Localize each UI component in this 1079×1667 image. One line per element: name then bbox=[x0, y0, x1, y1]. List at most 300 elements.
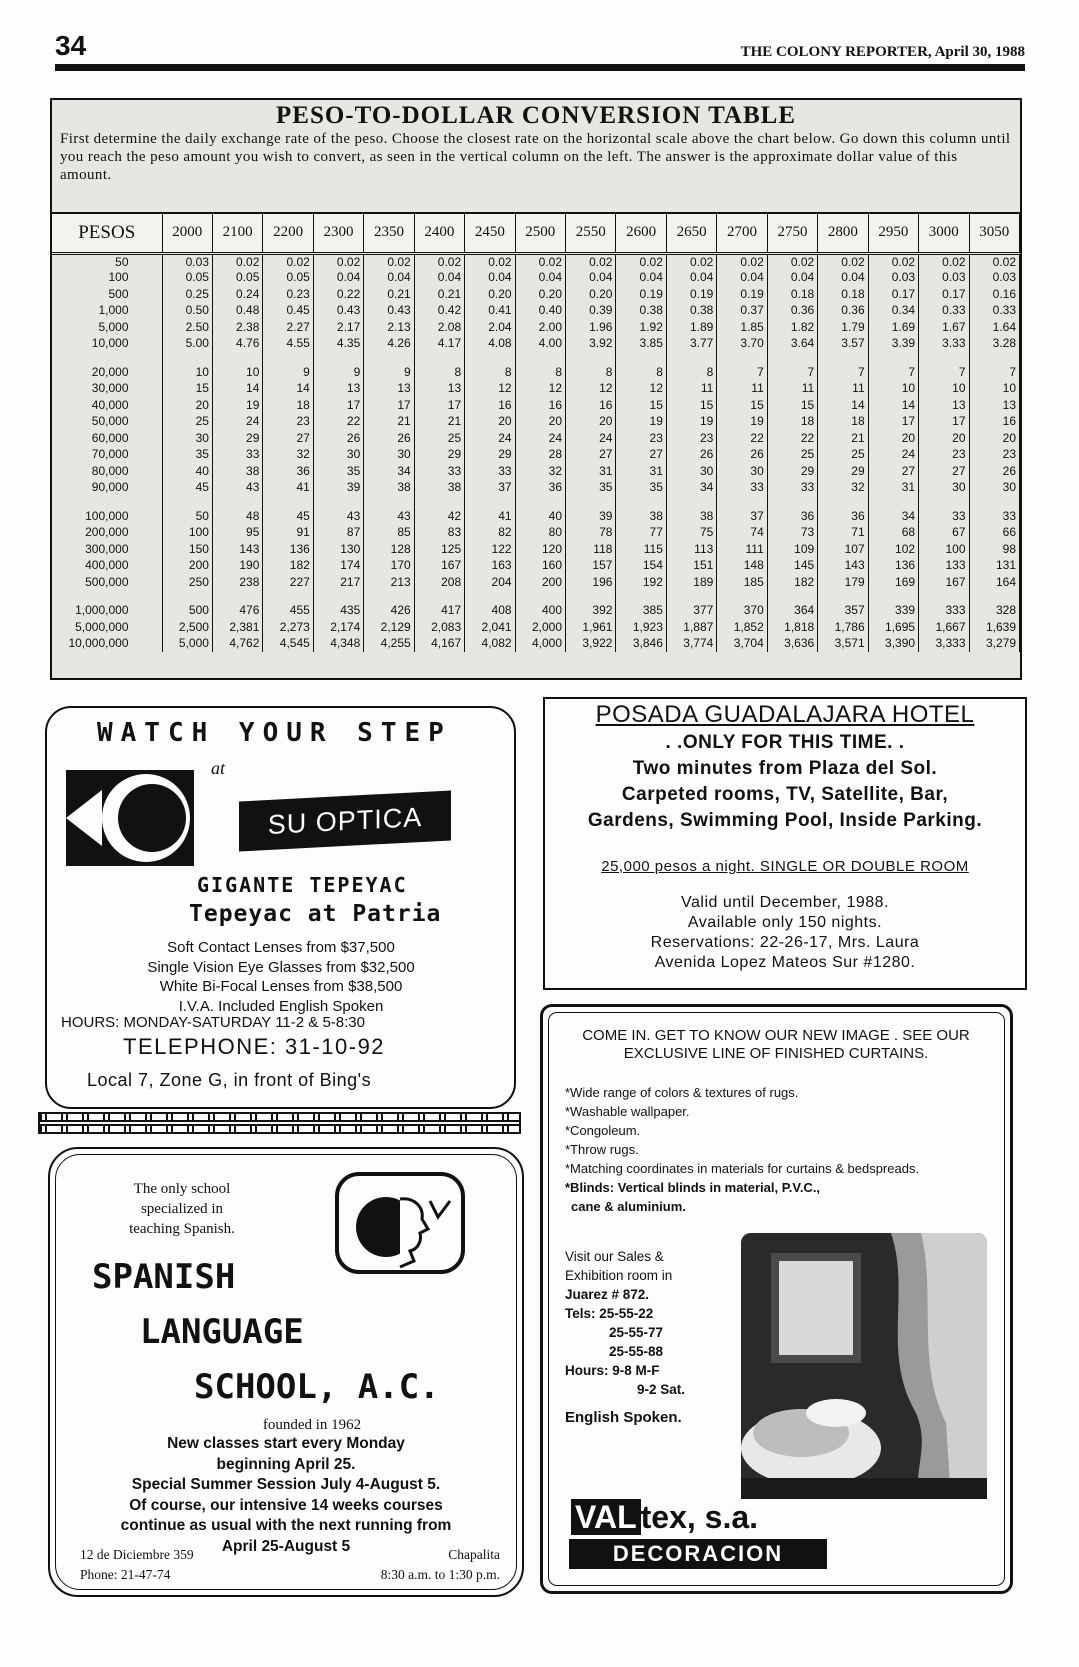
dollar-value: 68 bbox=[868, 525, 918, 542]
dollar-value: 39 bbox=[566, 508, 616, 525]
dollar-value: 31 bbox=[566, 463, 616, 480]
pesos-amount: 100,000 bbox=[52, 508, 162, 525]
dollar-value: 0.36 bbox=[767, 303, 817, 320]
dollar-value: 34 bbox=[364, 463, 414, 480]
dollar-value: 11 bbox=[818, 381, 868, 398]
dollar-value: 21 bbox=[364, 414, 414, 431]
dollar-value: 328 bbox=[969, 603, 1020, 620]
dollar-value: 0.45 bbox=[263, 303, 313, 320]
dollar-value: 11 bbox=[666, 381, 716, 398]
dollar-value: 2.00 bbox=[515, 319, 565, 336]
dollar-value: 0.04 bbox=[767, 270, 817, 287]
dollar-value: 185 bbox=[717, 574, 767, 591]
table-row bbox=[52, 447, 1020, 464]
hotel-copy-line: Two minutes from Plaza del Sol. bbox=[632, 758, 938, 779]
dollar-value: 11 bbox=[717, 381, 767, 398]
dollar-value: 0.04 bbox=[616, 270, 666, 287]
dollar-value: 17 bbox=[919, 414, 969, 431]
dollar-value: 11 bbox=[767, 381, 817, 398]
conversion-table-box bbox=[50, 98, 1022, 680]
dollar-value: 4.35 bbox=[313, 336, 363, 353]
dollar-value: 15 bbox=[767, 397, 817, 414]
dollar-value: 107 bbox=[818, 541, 868, 558]
dollar-value: 0.18 bbox=[818, 286, 868, 303]
dollar-value: 2.27 bbox=[263, 319, 313, 336]
dollar-value: 23 bbox=[616, 430, 666, 447]
dollar-value: 0.19 bbox=[666, 286, 716, 303]
table-row bbox=[52, 541, 1020, 558]
pesos-amount: 10,000 bbox=[52, 336, 162, 353]
conversion-title: PESO-TO-DOLLAR CONVERSION TABLE bbox=[276, 102, 796, 129]
table-row bbox=[52, 574, 1020, 591]
school-founded: founded in 1962 bbox=[262, 1417, 362, 1433]
dollar-value: 2,000 bbox=[515, 619, 565, 636]
rate-header: 2500 bbox=[515, 213, 565, 253]
school-copy-line: Of course, our intensive 14 weeks courses bbox=[129, 1496, 443, 1514]
visit-line: Exhibition room in bbox=[565, 1268, 673, 1283]
dollar-value: 3.70 bbox=[717, 336, 767, 353]
dollar-value: 0.25 bbox=[162, 286, 212, 303]
dollar-value: 0.17 bbox=[919, 286, 969, 303]
dollar-value: 40 bbox=[162, 463, 212, 480]
dollar-value: 170 bbox=[364, 558, 414, 575]
school-city-line: Chapalita bbox=[448, 1547, 500, 1562]
dollar-value: 14 bbox=[263, 381, 313, 398]
dollar-value: 9 bbox=[263, 364, 313, 381]
dollar-value: 0.43 bbox=[364, 303, 414, 320]
table-row bbox=[52, 336, 1020, 353]
optica-eye-logo bbox=[66, 770, 194, 866]
school-face-logo bbox=[334, 1171, 466, 1275]
dollar-value: 0.02 bbox=[364, 253, 414, 270]
dollar-value: 37 bbox=[465, 480, 515, 497]
pesos-amount: 50 bbox=[52, 253, 162, 270]
dollar-value: 169 bbox=[868, 574, 918, 591]
school-hours: 8:30 a.m. to 1:30 p.m. bbox=[380, 1567, 500, 1582]
hotel-footer-line: Reservations: 22-26-17, Mrs. Laura bbox=[650, 934, 920, 951]
dollar-value: 95 bbox=[212, 525, 262, 542]
dollar-value: 7 bbox=[969, 364, 1020, 381]
su-optica-logo: SU OPTICA bbox=[239, 790, 451, 851]
dollar-value: 38 bbox=[414, 480, 464, 497]
dollar-value: 34 bbox=[868, 508, 918, 525]
dollar-value: 8 bbox=[465, 364, 515, 381]
pesos-amount: 100 bbox=[52, 270, 162, 287]
dollar-value: 1,667 bbox=[919, 619, 969, 636]
dollar-value: 151 bbox=[666, 558, 716, 575]
dollar-value: 38 bbox=[616, 508, 666, 525]
dollar-value: 163 bbox=[465, 558, 515, 575]
dollar-value: 120 bbox=[515, 541, 565, 558]
table-row bbox=[52, 603, 1020, 620]
visit-address: Juarez # 872. bbox=[565, 1287, 650, 1302]
rate-header: 3050 bbox=[969, 213, 1020, 253]
dollar-value: 43 bbox=[212, 480, 262, 497]
dollar-value: 0.05 bbox=[162, 270, 212, 287]
school-city bbox=[381, 1545, 500, 1585]
optica-headline: WATCH YOUR STEP bbox=[97, 718, 452, 748]
optica-offer-line: Single Vision Eye Glasses from $32,500 bbox=[147, 958, 415, 976]
hotel-footer bbox=[545, 893, 1025, 973]
dollar-value: 31 bbox=[616, 463, 666, 480]
dollar-value: 333 bbox=[919, 603, 969, 620]
dollar-value: 23 bbox=[666, 430, 716, 447]
dollar-value: 20 bbox=[515, 414, 565, 431]
dollar-value: 160 bbox=[515, 558, 565, 575]
pesos-amount: 10,000,000 bbox=[52, 636, 162, 653]
dollar-value: 3,704 bbox=[717, 636, 767, 653]
dollar-value: 417 bbox=[414, 603, 464, 620]
dollar-value: 0.02 bbox=[313, 253, 363, 270]
table-row bbox=[52, 319, 1020, 336]
dollar-value: 357 bbox=[818, 603, 868, 620]
dollar-value: 2,500 bbox=[162, 619, 212, 636]
dollar-value: 1,852 bbox=[717, 619, 767, 636]
dollar-value: 26 bbox=[313, 430, 363, 447]
dollar-value: 3.64 bbox=[767, 336, 817, 353]
dollar-value: 82 bbox=[465, 525, 515, 542]
dollar-value: 0.40 bbox=[515, 303, 565, 320]
page-number: 34 bbox=[55, 30, 87, 61]
dollar-value: 30 bbox=[919, 480, 969, 497]
dollar-value: 36 bbox=[818, 508, 868, 525]
dollar-value: 0.04 bbox=[313, 270, 363, 287]
dollar-value: 24 bbox=[212, 414, 262, 431]
dollar-value: 0.33 bbox=[919, 303, 969, 320]
dollar-value: 113 bbox=[666, 541, 716, 558]
rate-header: 2000 bbox=[162, 213, 212, 253]
dollar-value: 385 bbox=[616, 603, 666, 620]
dollar-value: 15 bbox=[616, 397, 666, 414]
dollar-value: 9 bbox=[364, 364, 414, 381]
dollar-value: 0.03 bbox=[162, 253, 212, 270]
dollar-value: 2,174 bbox=[313, 619, 363, 636]
dollar-value: 8 bbox=[566, 364, 616, 381]
dollar-value: 50 bbox=[162, 508, 212, 525]
dollar-value: 0.04 bbox=[364, 270, 414, 287]
optica-telephone: TELEPHONE: 31-10-92 bbox=[123, 1034, 386, 1059]
dollar-value: 19 bbox=[717, 414, 767, 431]
pesos-amount: 5,000 bbox=[52, 319, 162, 336]
dollar-value: 3,774 bbox=[666, 636, 716, 653]
dollar-value: 0.17 bbox=[868, 286, 918, 303]
dollar-value: 3.33 bbox=[919, 336, 969, 353]
dollar-value: 66 bbox=[969, 525, 1020, 542]
group-gap bbox=[52, 591, 1020, 603]
dollar-value: 0.33 bbox=[969, 303, 1020, 320]
dollar-value: 27 bbox=[566, 447, 616, 464]
dollar-value: 0.04 bbox=[666, 270, 716, 287]
dollar-value: 0.34 bbox=[868, 303, 918, 320]
dollar-value: 15 bbox=[162, 381, 212, 398]
dollar-value: 18 bbox=[767, 414, 817, 431]
dollar-value: 0.20 bbox=[515, 286, 565, 303]
dollar-value: 1.67 bbox=[919, 319, 969, 336]
dollar-value: 14 bbox=[818, 397, 868, 414]
dollar-value: 0.20 bbox=[566, 286, 616, 303]
dollar-value: 133 bbox=[919, 558, 969, 575]
dollar-value: 0.02 bbox=[919, 253, 969, 270]
dollar-value: 5.00 bbox=[162, 336, 212, 353]
dollar-value: 118 bbox=[566, 541, 616, 558]
dollar-value: 364 bbox=[767, 603, 817, 620]
optica-at: at bbox=[211, 758, 226, 778]
dollar-value: 111 bbox=[717, 541, 767, 558]
dollar-value: 40 bbox=[515, 508, 565, 525]
dollar-value: 16 bbox=[465, 397, 515, 414]
school-copy-line: New classes start every Monday bbox=[167, 1435, 405, 1452]
dollar-value: 0.04 bbox=[414, 270, 464, 287]
optica-offer-line: I.V.A. Included English Spoken bbox=[178, 997, 384, 1015]
dollar-value: 4,167 bbox=[414, 636, 464, 653]
table-row bbox=[52, 508, 1020, 525]
dollar-value: 408 bbox=[465, 603, 515, 620]
dollar-value: 98 bbox=[969, 541, 1020, 558]
dollar-value: 13 bbox=[414, 381, 464, 398]
header-rule bbox=[55, 64, 1025, 71]
dollar-value: 32 bbox=[263, 447, 313, 464]
dollar-value: 29 bbox=[414, 447, 464, 464]
pesos-amount: 5,000,000 bbox=[52, 619, 162, 636]
dollar-value: 34 bbox=[666, 480, 716, 497]
dollar-value: 125 bbox=[414, 541, 464, 558]
dollar-value: 3.57 bbox=[818, 336, 868, 353]
list-item: *Blinds: Vertical blinds in material, P.V.C., bbox=[565, 1180, 821, 1195]
dollar-value: 109 bbox=[767, 541, 817, 558]
dollar-value: 2,381 bbox=[212, 619, 262, 636]
dollar-value: 0.03 bbox=[919, 270, 969, 287]
dollar-value: 80 bbox=[515, 525, 565, 542]
list-item: *Congoleum. bbox=[565, 1123, 641, 1138]
dollar-value: 0.43 bbox=[313, 303, 363, 320]
list-item: *Wide range of colors & textures of rugs. bbox=[565, 1085, 799, 1100]
rate-header: 2550 bbox=[566, 213, 616, 253]
table-row bbox=[52, 381, 1020, 398]
dollar-value: 35 bbox=[162, 447, 212, 464]
dollar-value: 2.17 bbox=[313, 319, 363, 336]
dollar-value: 37 bbox=[717, 508, 767, 525]
hotel-copy-line: . .ONLY FOR THIS TIME. . bbox=[665, 732, 905, 753]
dollar-value: 23 bbox=[919, 447, 969, 464]
pesos-amount: 20,000 bbox=[52, 364, 162, 381]
dollar-value: 1,887 bbox=[666, 619, 716, 636]
dollar-value: 1,923 bbox=[616, 619, 666, 636]
list-item: cane & aluminium. bbox=[571, 1199, 686, 1214]
visit-line: Visit our Sales & bbox=[565, 1249, 664, 1264]
dollar-value: 13 bbox=[364, 381, 414, 398]
rate-header: 2100 bbox=[212, 213, 262, 253]
rate-header: 2300 bbox=[313, 213, 363, 253]
dollar-value: 19 bbox=[212, 397, 262, 414]
dollar-value: 2,083 bbox=[414, 619, 464, 636]
dollar-value: 1,639 bbox=[969, 619, 1020, 636]
dollar-value: 0.05 bbox=[212, 270, 262, 287]
dollar-value: 100 bbox=[162, 525, 212, 542]
dollar-value: 167 bbox=[919, 574, 969, 591]
dollar-value: 4,000 bbox=[515, 636, 565, 653]
dollar-value: 1,818 bbox=[767, 619, 817, 636]
dollar-value: 30 bbox=[162, 430, 212, 447]
table-row bbox=[52, 364, 1020, 381]
dollar-value: 0.02 bbox=[616, 253, 666, 270]
dollar-value: 77 bbox=[616, 525, 666, 542]
rate-header: 2950 bbox=[868, 213, 918, 253]
valtex-product-list bbox=[565, 1083, 945, 1216]
decoracion-banner: DECORACION bbox=[569, 1539, 827, 1569]
dollar-value: 12 bbox=[566, 381, 616, 398]
dollar-value: 17 bbox=[313, 397, 363, 414]
hotel-footer-line: Avenida Lopez Mateos Sur #1280. bbox=[654, 954, 916, 971]
dollar-value: 0.04 bbox=[717, 270, 767, 287]
dollar-value: 4.76 bbox=[212, 336, 262, 353]
dollar-value: 3.39 bbox=[868, 336, 918, 353]
pesos-amount: 40,000 bbox=[52, 397, 162, 414]
dollar-value: 21 bbox=[414, 414, 464, 431]
school-intro-line: teaching Spanish. bbox=[129, 1221, 235, 1237]
dollar-value: 24 bbox=[465, 430, 515, 447]
dollar-value: 0.50 bbox=[162, 303, 212, 320]
dollar-value: 19 bbox=[666, 414, 716, 431]
dollar-value: 102 bbox=[868, 541, 918, 558]
dollar-value: 41 bbox=[465, 508, 515, 525]
hotel-footer-line: Valid until December, 1988. bbox=[681, 894, 889, 911]
dollar-value: 33 bbox=[414, 463, 464, 480]
dollar-value: 14 bbox=[868, 397, 918, 414]
dollar-value: 23 bbox=[263, 414, 313, 431]
hotel-copy-line: Gardens, Swimming Pool, Inside Parking. bbox=[587, 810, 983, 831]
dollar-value: 33 bbox=[767, 480, 817, 497]
dollar-value: 0.02 bbox=[414, 253, 464, 270]
dollar-value: 136 bbox=[263, 541, 313, 558]
dollar-value: 7 bbox=[919, 364, 969, 381]
dollar-value: 476 bbox=[212, 603, 262, 620]
dollar-value: 130 bbox=[313, 541, 363, 558]
dollar-value: 3,846 bbox=[616, 636, 666, 653]
dollar-value: 208 bbox=[414, 574, 464, 591]
dollar-value: 74 bbox=[717, 525, 767, 542]
dollar-value: 30 bbox=[313, 447, 363, 464]
bedroom-photo bbox=[741, 1233, 987, 1499]
dollar-value: 1.85 bbox=[717, 319, 767, 336]
dollar-value: 83 bbox=[414, 525, 464, 542]
rate-header: 2400 bbox=[414, 213, 464, 253]
dollar-value: 2,129 bbox=[364, 619, 414, 636]
dollar-value: 1,695 bbox=[868, 619, 918, 636]
dollar-value: 24 bbox=[566, 430, 616, 447]
dollar-value: 1.69 bbox=[868, 319, 918, 336]
pesos-amount: 500 bbox=[52, 286, 162, 303]
dollar-value: 3,333 bbox=[919, 636, 969, 653]
dollar-value: 0.36 bbox=[818, 303, 868, 320]
dollar-value: 0.48 bbox=[212, 303, 262, 320]
dollar-value: 30 bbox=[969, 480, 1020, 497]
dollar-value: 17 bbox=[364, 397, 414, 414]
dollar-value: 18 bbox=[818, 414, 868, 431]
dollar-value: 2,273 bbox=[263, 619, 313, 636]
dollar-value: 32 bbox=[515, 463, 565, 480]
publication-line: THE COLONY REPORTER, April 30, 1988 bbox=[740, 44, 1025, 60]
dollar-value: 33 bbox=[969, 508, 1020, 525]
dollar-value: 0.04 bbox=[515, 270, 565, 287]
dollar-value: 148 bbox=[717, 558, 767, 575]
school-copy-line: Special Summer Session July 4-August 5. bbox=[131, 1476, 441, 1493]
dollar-value: 26 bbox=[666, 447, 716, 464]
dollar-value: 20 bbox=[566, 414, 616, 431]
dollar-value: 43 bbox=[313, 508, 363, 525]
dollar-value: 25 bbox=[818, 447, 868, 464]
dollar-value: 3.28 bbox=[969, 336, 1020, 353]
dollar-value: 204 bbox=[465, 574, 515, 591]
dollar-value: 10 bbox=[919, 381, 969, 398]
dollar-value: 8 bbox=[515, 364, 565, 381]
list-item: *Matching coordinates in materials for curtains & bedspreads. bbox=[565, 1161, 920, 1176]
dollar-value: 4.08 bbox=[465, 336, 515, 353]
dollar-value: 8 bbox=[666, 364, 716, 381]
dollar-value: 27 bbox=[616, 447, 666, 464]
dollar-value: 4.00 bbox=[515, 336, 565, 353]
dollar-value: 3.85 bbox=[616, 336, 666, 353]
dollar-value: 3,571 bbox=[818, 636, 868, 653]
dollar-value: 27 bbox=[263, 430, 313, 447]
dollar-value: 26 bbox=[717, 447, 767, 464]
pesos-amount: 60,000 bbox=[52, 430, 162, 447]
dollar-value: 30 bbox=[364, 447, 414, 464]
rate-header-row bbox=[52, 213, 1020, 253]
dollar-value: 15 bbox=[717, 397, 767, 414]
dollar-value: 1,786 bbox=[818, 619, 868, 636]
dollar-value: 85 bbox=[364, 525, 414, 542]
dollar-value: 87 bbox=[313, 525, 363, 542]
dollar-value: 35 bbox=[313, 463, 363, 480]
dollar-value: 182 bbox=[767, 574, 817, 591]
list-item: *Washable wallpaper. bbox=[565, 1104, 690, 1119]
hotel-copy bbox=[545, 730, 1025, 834]
valtex-logo-mark: VAL bbox=[571, 1499, 641, 1535]
dollar-value: 179 bbox=[818, 574, 868, 591]
dollar-value: 38 bbox=[212, 463, 262, 480]
dollar-value: 73 bbox=[767, 525, 817, 542]
dollar-value: 339 bbox=[868, 603, 918, 620]
su-optica-ad bbox=[45, 706, 516, 1109]
dollar-value: 0.02 bbox=[666, 253, 716, 270]
dollar-value: 4.26 bbox=[364, 336, 414, 353]
dollar-value: 0.38 bbox=[666, 303, 716, 320]
dollar-value: 0.22 bbox=[313, 286, 363, 303]
school-intro-line: specialized in bbox=[140, 1201, 224, 1217]
dollar-value: 20 bbox=[969, 430, 1020, 447]
optica-location-2: Tepeyac at Patria bbox=[189, 901, 442, 927]
table-row bbox=[52, 619, 1020, 636]
dollar-value: 36 bbox=[263, 463, 313, 480]
table-row bbox=[52, 463, 1020, 480]
table-row bbox=[52, 253, 1020, 270]
dollar-value: 33 bbox=[465, 463, 515, 480]
hotel-copy-line: Carpeted rooms, TV, Satellite, Bar, bbox=[621, 784, 949, 805]
dollar-value: 4,762 bbox=[212, 636, 262, 653]
pesos-amount: 1,000,000 bbox=[52, 603, 162, 620]
rate-header: 2200 bbox=[263, 213, 313, 253]
pesos-amount: 30,000 bbox=[52, 381, 162, 398]
school-intro bbox=[92, 1179, 272, 1239]
rate-header: 2350 bbox=[364, 213, 414, 253]
dollar-value: 3.77 bbox=[666, 336, 716, 353]
dollar-value: 78 bbox=[566, 525, 616, 542]
dollar-value: 0.16 bbox=[969, 286, 1020, 303]
school-name-2: LANGUAGE bbox=[140, 1312, 304, 1352]
rate-header: 2600 bbox=[616, 213, 666, 253]
dollar-value: 38 bbox=[364, 480, 414, 497]
dollar-value: 91 bbox=[263, 525, 313, 542]
